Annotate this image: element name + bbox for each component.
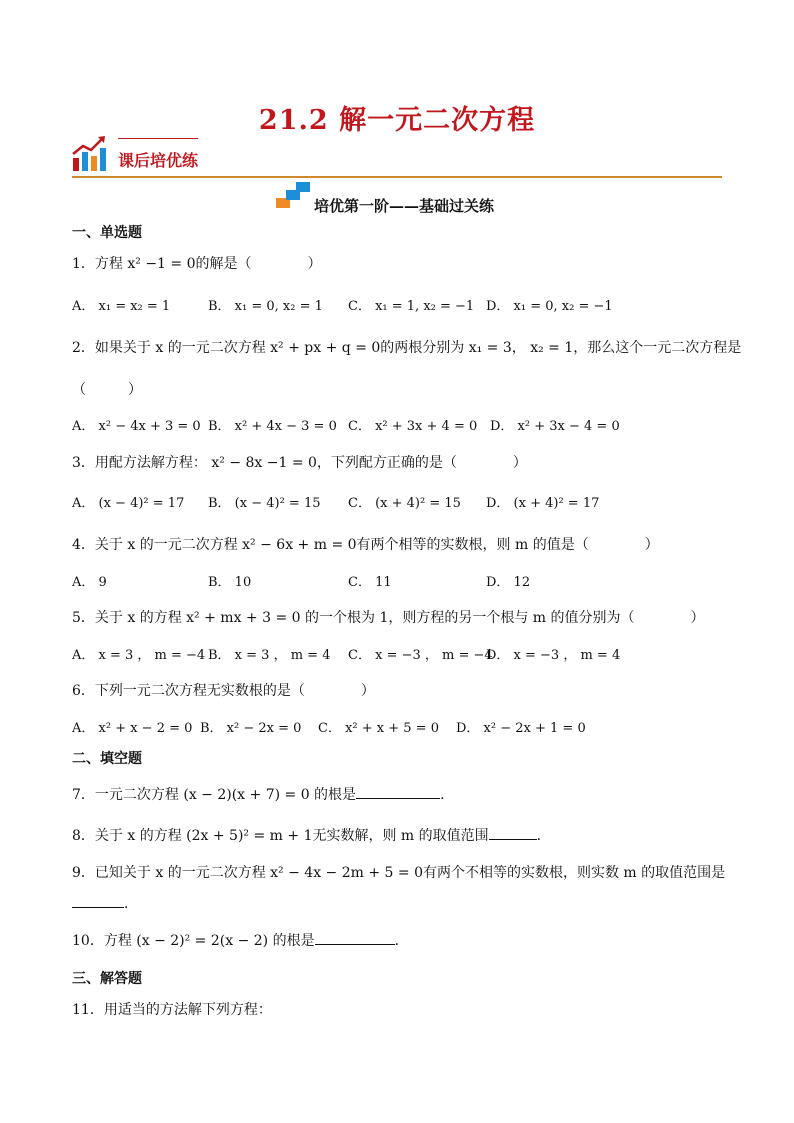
question-6-stem: 6．下列一元二次方程无实数根的是（ ） — [72, 683, 375, 699]
question-9-stem: 9．已知关于 x 的一元二次方程 x² − 4x − 2m + 5 = 0有两个不相等的实数根，则实数 m 的取值范围是 — [72, 865, 726, 881]
question-10-end: ． — [394, 933, 409, 949]
question-1-stem: 1．方程 x² −1 = 0的解是（ ） — [72, 256, 322, 272]
answer-blank[interactable] — [489, 825, 537, 840]
q5-option-c[interactable]: C． x = −3 ， m = −4 — [348, 648, 493, 663]
steps-icon — [276, 182, 310, 208]
question-2-paren: （ ） — [72, 382, 142, 398]
question-10-stem: 10．方程 (x − 2)² = 2(x − 2) 的根是 — [72, 933, 315, 949]
q1-option-b[interactable]: B． x₁ = 0, x₂ = 1 — [208, 299, 323, 314]
question-7-stem: 7．一元二次方程 (x − 2)(x + 7) = 0 的根是 — [72, 787, 357, 803]
q3-option-d[interactable]: D． (x + 4)² = 17 — [486, 496, 600, 511]
q1-option-c[interactable]: C． x₁ = 1, x₂ = −1 — [348, 299, 475, 314]
question-9-line2 — [72, 893, 138, 913]
section-heading-fill-blank: 二、填空题 — [72, 751, 142, 767]
chart-growth-icon — [72, 134, 108, 172]
question-2-stem: 2．如果关于 x 的一元二次方程 x² + px + q = 0的两根分别为 x₁ = 3， x₂ = 1，那么这个一元二次方程是 — [72, 340, 742, 356]
answer-blank[interactable] — [356, 784, 440, 799]
question-4-stem: 4．关于 x 的一元二次方程 x² − 6x + m = 0有两个相等的实数根，则 m 的值是（ ） — [72, 537, 659, 553]
question-3-stem: 3．用配方法解方程： x² − 8x −1 = 0，下列配方正确的是（ ） — [72, 455, 527, 471]
q5-option-d[interactable]: D． x = −3 ， m = 4 — [486, 648, 621, 663]
q5-option-b[interactable]: B． x = 3 ， m = 4 — [208, 648, 331, 663]
q2-option-a[interactable]: A． x² − 4x + 3 = 0 — [72, 419, 201, 434]
section-heading-single-choice: 一、单选题 — [72, 225, 142, 241]
q3-option-a[interactable]: A． (x − 4)² = 17 — [72, 496, 185, 511]
stage-title: 培优第一阶——基础过关练 — [314, 197, 495, 215]
q3-option-b[interactable]: B． (x − 4)² = 15 — [208, 496, 321, 511]
q2-option-b[interactable]: B． x² + 4x − 3 = 0 — [208, 419, 337, 434]
q6-option-c[interactable]: C． x² + x + 5 = 0 — [318, 721, 439, 736]
page-title: 21.2 解一元二次方程 — [258, 105, 536, 136]
q6-option-d[interactable]: D． x² − 2x + 1 = 0 — [456, 721, 586, 736]
answer-blank[interactable] — [72, 893, 124, 908]
q2-option-c[interactable]: C． x² + 3x + 4 = 0 — [348, 419, 478, 434]
q4-option-a[interactable]: A． 9 — [72, 575, 107, 590]
q6-option-b[interactable]: B． x² − 2x = 0 — [200, 721, 302, 736]
question-10 — [72, 930, 409, 950]
question-9-end: ． — [124, 896, 138, 912]
question-11-stem: 11．用适当的方法解下列方程： — [72, 1002, 272, 1018]
question-8 — [72, 825, 551, 845]
answer-blank[interactable] — [315, 930, 395, 945]
q1-option-d[interactable]: D． x₁ = 0, x₂ = −1 — [486, 299, 613, 314]
q3-option-c[interactable]: C． (x + 4)² = 15 — [348, 496, 461, 511]
banner-top-line — [118, 138, 198, 139]
section-heading-solve: 三、解答题 — [72, 971, 142, 987]
q4-option-c[interactable]: C． 11 — [348, 575, 392, 590]
banner-rule — [72, 176, 722, 178]
q4-option-b[interactable]: B． 10 — [208, 575, 252, 590]
q5-option-a[interactable]: A． x = 3 ， m = −4 — [72, 648, 206, 663]
q4-option-d[interactable]: D． 12 — [486, 575, 531, 590]
question-8-end: ． — [536, 828, 551, 844]
banner-label: 课后培优练 — [118, 151, 199, 170]
q2-option-d[interactable]: D． x² + 3x − 4 = 0 — [490, 419, 620, 434]
question-7 — [72, 784, 454, 804]
question-8-stem: 8．关于 x 的方程 (2x + 5)² = m + 1无实数解，则 m 的取值范围 — [72, 828, 489, 844]
q6-option-a[interactable]: A． x² + x − 2 = 0 — [72, 721, 193, 736]
q1-option-a[interactable]: A． x₁ = x₂ = 1 — [72, 299, 171, 314]
question-7-end: ． — [440, 787, 455, 803]
question-5-stem: 5．关于 x 的方程 x² + mx + 3 = 0 的一个根为 1，则方程的另一个根与 m 的值分别为（ ） — [72, 610, 705, 626]
